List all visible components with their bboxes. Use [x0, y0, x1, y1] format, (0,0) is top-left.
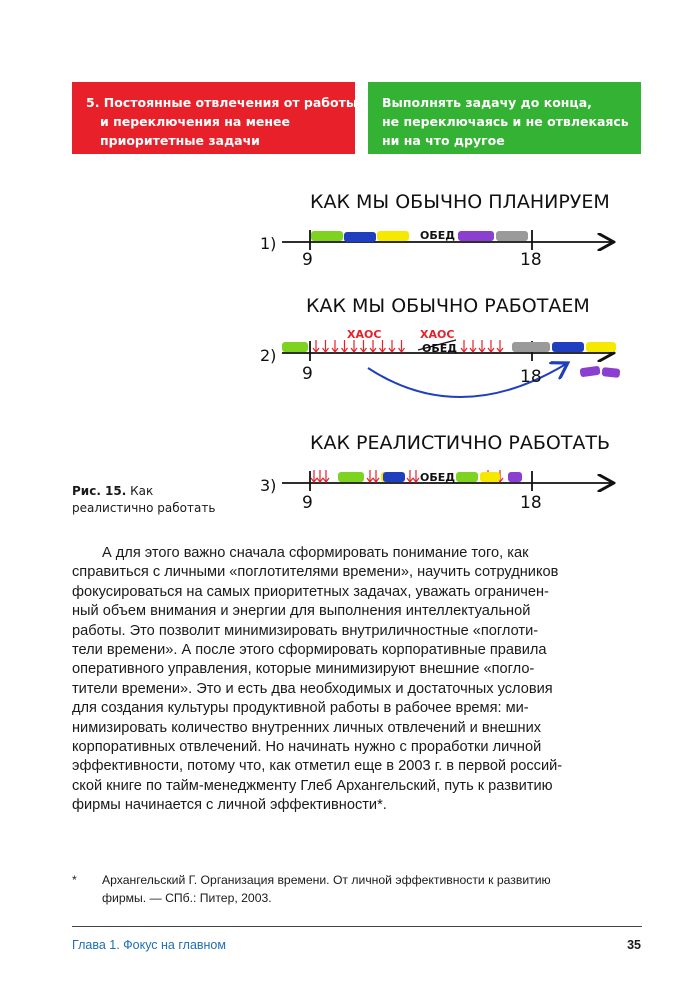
body-line: для создания культуры продуктивной работы в рабочее время: ми-	[72, 700, 529, 717]
row3-task-green-2	[456, 472, 478, 482]
row3-task-blue	[383, 472, 405, 482]
row2-number: 2)	[260, 346, 277, 365]
footer-chapter-title: Глава 1. Фокус на главном	[72, 938, 226, 952]
page-number: 35	[627, 938, 641, 952]
problem-line-3: приоритетные задачи	[100, 133, 260, 148]
distraction-arrow-icon	[313, 340, 319, 352]
row3-task-purple	[508, 472, 522, 482]
row1-task-green	[311, 231, 343, 241]
row2-distraction-arrows	[313, 340, 503, 352]
row1-number: 1)	[260, 234, 277, 253]
solution-line-3: ни на что другое	[382, 133, 505, 148]
body-paragraph	[72, 544, 642, 816]
distraction-arrow-icon	[370, 340, 376, 352]
body-line: ный объем внимания и энергии для выполнения интеллектуальной	[72, 603, 531, 620]
body-line: оперативного управления, которые минимизируют внешние «погло-	[72, 661, 535, 678]
row2-lunch: ОБЕД	[422, 342, 458, 355]
footnote-mark: *	[72, 873, 77, 887]
distraction-arrow-icon	[367, 470, 373, 482]
body-line: справиться с личными «поглотителями времени», научить сотрудников	[72, 564, 559, 581]
row3-number: 3)	[260, 476, 277, 495]
body-line: тели времени». А после этого сформировать корпоративные правила	[72, 642, 547, 659]
row2-task-gray	[512, 342, 550, 352]
body-line: ской книге по тайм-менеджменту Глеб Архангельский, путь к развитию	[72, 777, 553, 794]
distraction-arrow-icon	[317, 470, 323, 482]
distraction-arrow-icon	[373, 470, 379, 482]
row1-start-label: 9	[302, 250, 313, 270]
problem-line-2: и переключения на менее	[100, 114, 290, 129]
solution-line-1: Выполнять задачу до конца,	[382, 95, 592, 110]
body-line: фокусироваться на самых приоритетных задачах, уважать ограничен-	[72, 583, 549, 600]
body-line: эффективности, потому что, как отметил еще в 2003 г. в первой россий-	[72, 758, 563, 775]
row2-end-label: 18	[520, 367, 542, 387]
body-line: работы. Это позволит минимизировать внутриличностные «поглоти-	[72, 622, 539, 639]
body-line: фирмы начинается с личной эффективности*.	[72, 797, 387, 814]
row3-start-label: 9	[302, 493, 313, 513]
row2-task-yellow	[586, 342, 616, 352]
footer-divider	[72, 926, 642, 927]
distraction-arrow-icon	[380, 340, 386, 352]
distraction-arrow-icon	[479, 340, 485, 352]
distraction-arrow-icon	[497, 340, 503, 352]
distraction-arrow-icon	[332, 340, 338, 352]
row1-task-purple	[458, 231, 494, 241]
body-line: нимизировать количество внутренних личных отвлечений и внешних	[72, 719, 542, 736]
distraction-arrow-icon	[323, 340, 329, 352]
row3-task-yellow-3	[480, 472, 500, 482]
footnote-line: Архангельский Г. Организация времени. От личной эффективности к развитию	[102, 873, 551, 887]
caption-text-2: реалистично работать	[72, 501, 216, 515]
distraction-arrow-icon	[342, 340, 348, 352]
row1-title: КАК МЫ ОБЫЧНО ПЛАНИРУЕМ	[310, 191, 610, 213]
figure-caption	[72, 483, 232, 517]
row2-task-blue	[552, 342, 584, 352]
body-line: А для этого важно сначала сформировать понимание того, как	[102, 545, 529, 561]
distraction-arrow-icon	[311, 470, 317, 482]
body-line: тители времени». Это и есть два необходимых и достаточных условия	[72, 680, 553, 697]
row3-title: КАК РЕАЛИСТИЧНО РАБОТАТЬ	[310, 432, 611, 454]
distraction-arrow-icon	[470, 340, 476, 352]
timeline-diagram	[250, 168, 630, 518]
caption-text: Как	[130, 484, 154, 498]
solution-line-2: не переключаясь и не отвлекаясь	[382, 114, 629, 129]
row2-start-label: 9	[302, 364, 313, 384]
row2-chaos-right: ХАОС	[420, 328, 455, 341]
row2-title: КАК МЫ ОБЫЧНО РАБОТАЕМ	[306, 295, 590, 317]
caption-label: Рис. 15.	[72, 484, 127, 498]
distraction-arrow-icon	[461, 340, 467, 352]
distraction-arrow-icon	[488, 340, 494, 352]
distraction-arrow-icon	[399, 340, 405, 352]
row2-task-green	[282, 342, 308, 352]
row3-task-green	[338, 472, 364, 482]
row3-end-label: 18	[520, 493, 542, 513]
problem-box	[72, 82, 358, 154]
row2-task-purple-1	[580, 366, 601, 378]
distraction-arrow-icon	[351, 340, 357, 352]
row1-task-blue	[344, 232, 376, 242]
solution-box	[368, 82, 641, 154]
footnote-line: фирмы. — СПб.: Питер, 2003.	[102, 891, 272, 905]
row1-task-yellow	[377, 231, 409, 241]
distraction-arrow-icon	[361, 340, 367, 352]
row2-task-purple-2	[602, 367, 621, 378]
row3-lunch: ОБЕД	[420, 471, 456, 484]
body-line: корпоративных отвлечений. Но начинать нужно с проработки личной	[72, 739, 542, 756]
problem-line-1: 5. Постоянные отвлечения от работы	[86, 95, 358, 110]
distraction-arrow-icon	[389, 340, 395, 352]
row1-lunch: ОБЕД	[420, 229, 456, 242]
row1-task-gray	[496, 231, 528, 241]
row1-end-label: 18	[520, 250, 542, 270]
row2-chaos-left: ХАОС	[347, 328, 382, 341]
distraction-arrow-icon	[407, 470, 413, 482]
distraction-arrow-icon	[323, 470, 329, 482]
distraction-arrow-icon	[413, 470, 419, 482]
